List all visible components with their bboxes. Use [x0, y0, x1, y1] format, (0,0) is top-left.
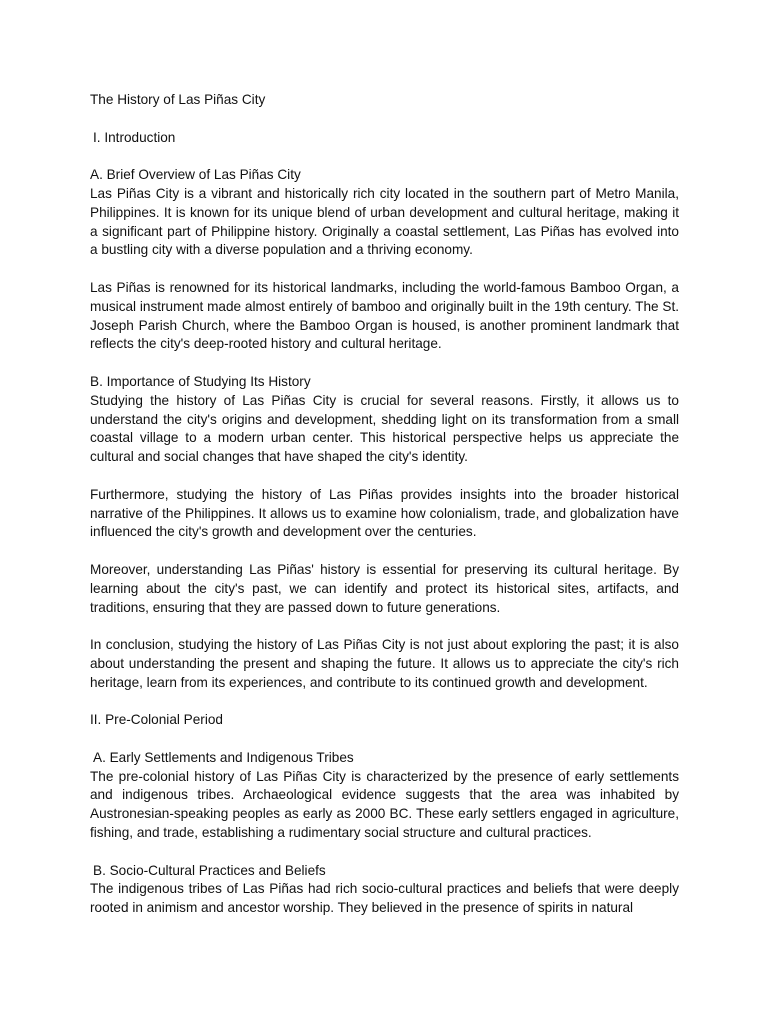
paragraph: The indigenous tribes of Las Piñas had rich socio-cultural practices and beliefs that were deeply rooted in animism and ancestor worship. They believed in the presence of spirits in natural: [90, 881, 679, 916]
paragraph: The pre-colonial history of Las Piñas City is characterized by the presence of early settlements and indigenous tribes. Archaeological evidence suggests that the area was inhabited by Austronesian-speaking peoples as early as 2000 BC. These early settlers engaged in agriculture, fishing, and trade, establishing a rudimentary social structure and cultural practices.: [90, 768, 679, 841]
paragraph: Studying the history of Las Piñas City is crucial for several reasons. Firstly, it allows us to understand the city's origins and development, shedding light on its transformation from a small coastal village to a modern urban center. This historical perspective helps us appreciate the cultural and social changes that have shaped the city's identity.: [90, 392, 679, 465]
subheading-importance: B. Importance of Studying Its History: [90, 373, 311, 389]
paragraph: Furthermore, studying the history of Las Piñas provides insights into the broader historical narrative of the Philippines. It allows us to examine how colonialism, trade, and globalization have influenced the city's growth and development over the centuries.: [90, 486, 679, 540]
subheading-brief-overview: A. Brief Overview of Las Piñas City: [90, 167, 301, 183]
subheading-socio-cultural: B. Socio-Cultural Practices and Beliefs: [93, 862, 326, 878]
section-introduction: I. Introduction: [93, 129, 176, 145]
section-pre-colonial: II. Pre-Colonial Period: [90, 712, 223, 728]
paragraph: Moreover, understanding Las Piñas' history is essential for preserving its cultural heritage. By learning about the city's past, we can identify and protect its historical sites, artifacts, and traditions, ensuring that they are passed down to future generations.: [90, 561, 679, 615]
subheading-early-settlements: A. Early Settlements and Indigenous Tribes: [93, 749, 354, 765]
paragraph: Las Piñas City is a vibrant and historically rich city located in the southern part of Metro Manila, Philippines. It is known for its unique blend of urban development and cultural heritage, making it a significant part of Philippine history. Originally a coastal settlement, Las Piñas has evolved into a bustling city with a diverse population and a thriving economy.: [90, 185, 679, 258]
document-title: The History of Las Piñas City: [90, 92, 266, 107]
paragraph: In conclusion, studying the history of Las Piñas City is not just about exploring the past; it is also about understanding the present and shaping the future. It allows us to appreciate the city's rich heritage, learn from its experiences, and contribute to its continued growth and development.: [90, 637, 679, 690]
paragraph: Las Piñas is renowned for its historical landmarks, including the world-famous Bamboo Organ, a musical instrument made almost entirely of bamboo and originally built in the 19th century. The St. Joseph Parish Church, where the Bamboo Organ is housed, is another prominent landmark that reflects the city's deep-rooted history and cultural heritage.: [90, 279, 679, 352]
